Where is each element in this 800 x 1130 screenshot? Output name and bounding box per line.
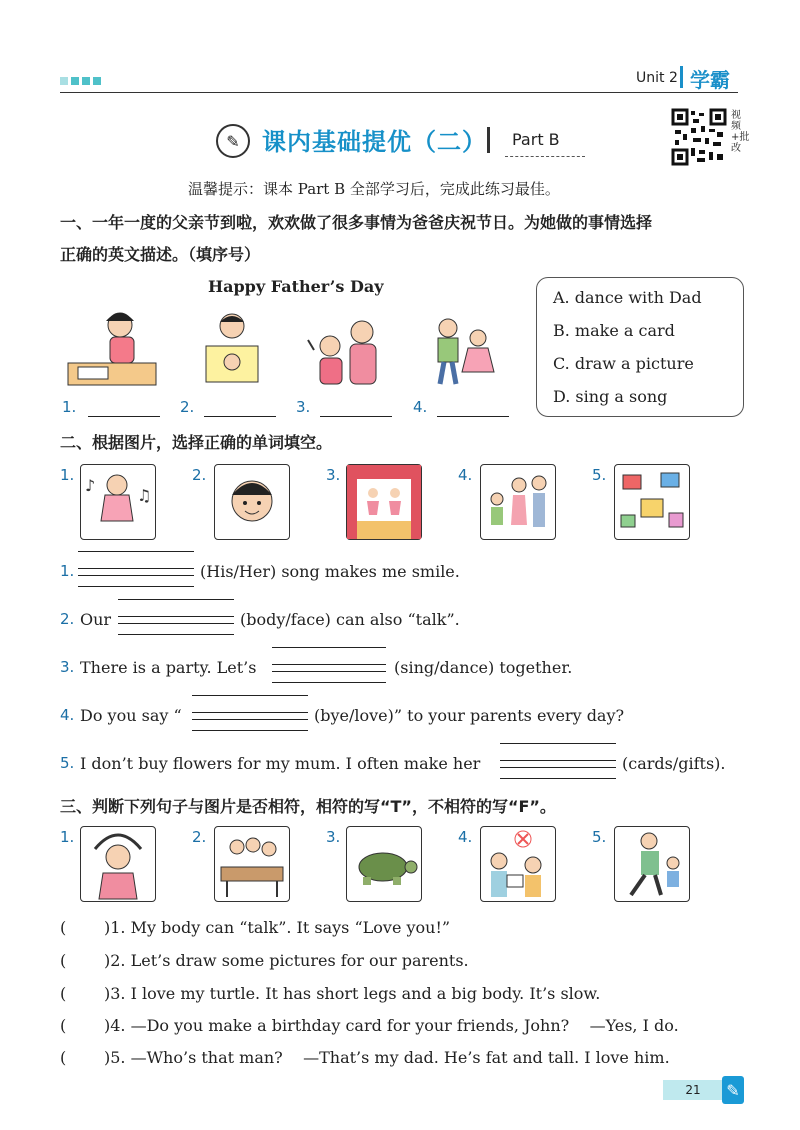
option-a: A. dance with Dad (553, 288, 702, 307)
birthday-card-illustration (481, 827, 555, 901)
tf-2-paren[interactable]: ( (60, 951, 67, 970)
singing-girl-illustration (81, 465, 155, 539)
answer-3-label: 3. (296, 398, 311, 416)
q5-guide-mid (500, 767, 616, 768)
q2-guide-mid (118, 623, 234, 624)
q1-guide-mid (78, 575, 194, 576)
s3-pic-1-label: 1. (60, 828, 75, 846)
q4-number: 4. (60, 706, 75, 724)
s2-pic-4-label: 4. (458, 466, 473, 484)
q2-guide-bottom (118, 634, 234, 635)
s3-pic-4-label: 4. (458, 828, 473, 846)
q1-blank[interactable] (78, 568, 194, 569)
q3-post: (sing/dance) together. (394, 658, 573, 677)
turtle-illustration (347, 827, 421, 901)
q3-guide-top (272, 647, 386, 648)
unit-divider (680, 66, 683, 88)
title-dashline (505, 156, 585, 157)
s2-pic-5 (614, 464, 690, 540)
kids-table-illustration (215, 827, 289, 901)
option-d: D. sing a song (553, 387, 668, 406)
stage-dance-illustration (347, 465, 421, 539)
answer-4-blank[interactable] (437, 416, 509, 417)
option-c: C. draw a picture (553, 354, 694, 373)
section3-title: 三、判断下列句子与图片是否相符，相符的写“T”，不相符的写“F”。 (60, 797, 556, 816)
s2-pic-1 (80, 464, 156, 540)
header-rule (60, 92, 738, 93)
page-title: 课内基础提优（二） (262, 128, 487, 156)
s3-pic-5-label: 5. (592, 828, 607, 846)
tf-5-text: )5. —Who’s that man? —That’s my dad. He’s fat and tall. I love him. (104, 1048, 670, 1067)
q2-guide-top (118, 599, 234, 600)
q3-pre: There is a party. Let’s (80, 658, 257, 677)
girl-drawing-illustration (66, 305, 162, 391)
pencil-icon: ✎ (722, 1076, 744, 1104)
qr-code-icon[interactable] (671, 108, 727, 166)
header-decoration (60, 77, 101, 85)
q5-guide-top (500, 743, 616, 744)
svg-text:♪: ♪ (85, 476, 96, 495)
tf-5-paren[interactable]: ( (60, 1048, 67, 1067)
q5-blank[interactable] (500, 760, 616, 761)
s2-pic-5-label: 5. (592, 466, 607, 484)
q2-blank[interactable] (118, 616, 234, 617)
q3-number: 3. (60, 658, 75, 676)
picture-title: Happy Father’s Day (208, 277, 384, 296)
tf-1-text: )1. My body can “talk”. It says “Love you!” (104, 918, 451, 937)
father-son-illustration (615, 827, 689, 901)
answer-1-blank[interactable] (88, 416, 160, 417)
section2-title: 二、根据图片，选择正确的单词填空。 (60, 433, 333, 452)
q2-number: 2. (60, 610, 75, 628)
boy-face-illustration (215, 465, 289, 539)
answer-1-label: 1. (62, 398, 77, 416)
s3-pic-5 (614, 826, 690, 902)
q4-pre: Do you say “ (80, 706, 182, 725)
q5-number: 5. (60, 754, 75, 772)
tip-text: 温馨提示：课本 Part B 全部学习后，完成此练习最佳。 (188, 180, 560, 198)
s3-pic-3 (346, 826, 422, 902)
q4-guide-top (192, 695, 308, 696)
q4-post: (bye/love)” to your parents every day? (314, 706, 625, 725)
page-number: 21 (663, 1080, 723, 1100)
tf-2-text: )2. Let’s draw some pictures for our parents. (104, 951, 469, 970)
q5-guide-bottom (500, 778, 616, 779)
section1-title-line2: 正确的英文描述。（填序号） (60, 245, 261, 264)
svg-text:♫: ♫ (137, 486, 152, 505)
tf-3-text: )3. I love my turtle. It has short legs and a big body. It’s slow. (104, 984, 601, 1003)
q1-guide-top (78, 551, 194, 552)
gifts-cards-illustration (615, 465, 689, 539)
q1-guide-bottom (78, 586, 194, 587)
answer-2-label: 2. (180, 398, 195, 416)
s2-pic-4 (480, 464, 556, 540)
q5-post: (cards/gifts). (622, 754, 726, 773)
s3-pic-3-label: 3. (326, 828, 341, 846)
girl-heart-illustration (81, 827, 155, 901)
part-label: Part B (512, 130, 560, 149)
s3-pic-2 (214, 826, 290, 902)
q3-guide-bottom (272, 682, 386, 683)
answer-2-blank[interactable] (204, 416, 276, 417)
q3-blank[interactable] (272, 664, 386, 665)
q1-number: 1. (60, 562, 75, 580)
unit-label: Unit 2 (636, 70, 678, 86)
girl-card-illustration (198, 310, 266, 388)
qr-caption: 视频+批改 (731, 110, 750, 154)
tf-4-paren[interactable]: ( (60, 1016, 67, 1035)
q2-pre: Our (80, 610, 112, 629)
q2-post: (body/face) can also “talk”. (240, 610, 460, 629)
title-divider (487, 127, 490, 153)
s3-pic-4 (480, 826, 556, 902)
s2-pic-3-label: 3. (326, 466, 341, 484)
s2-pic-3 (346, 464, 422, 540)
dance-illustration (418, 316, 502, 388)
tf-1-paren[interactable]: ( (60, 918, 67, 937)
q3-guide-mid (272, 671, 386, 672)
section1-title-line1: 一、一年一度的父亲节到啦，欢欢做了很多事情为爸爸庆祝节日。为她做的事情选择 (60, 213, 653, 232)
brand-logo: 学霸 (690, 68, 730, 92)
q5-pre: I don’t buy flowers for my mum. I often make her (80, 754, 481, 773)
tf-4-text: )4. —Do you make a birthday card for your friends, John? —Yes, I do. (104, 1016, 679, 1035)
s3-pic-1 (80, 826, 156, 902)
s2-pic-1-label: 1. (60, 466, 75, 484)
q1-text: (His/Her) song makes me smile. (200, 562, 460, 581)
tf-3-paren[interactable]: ( (60, 984, 67, 1003)
s2-pic-2-label: 2. (192, 466, 207, 484)
q4-blank[interactable] (192, 712, 308, 713)
pencil-note-icon: ✎ (216, 124, 250, 158)
singing-illustration (300, 316, 392, 392)
q4-guide-mid (192, 719, 308, 720)
q4-guide-bottom (192, 730, 308, 731)
answer-3-blank[interactable] (320, 416, 392, 417)
s2-pic-2 (214, 464, 290, 540)
s3-pic-2-label: 2. (192, 828, 207, 846)
answer-4-label: 4. (413, 398, 428, 416)
family-illustration (481, 465, 555, 539)
option-b: B. make a card (553, 321, 675, 340)
